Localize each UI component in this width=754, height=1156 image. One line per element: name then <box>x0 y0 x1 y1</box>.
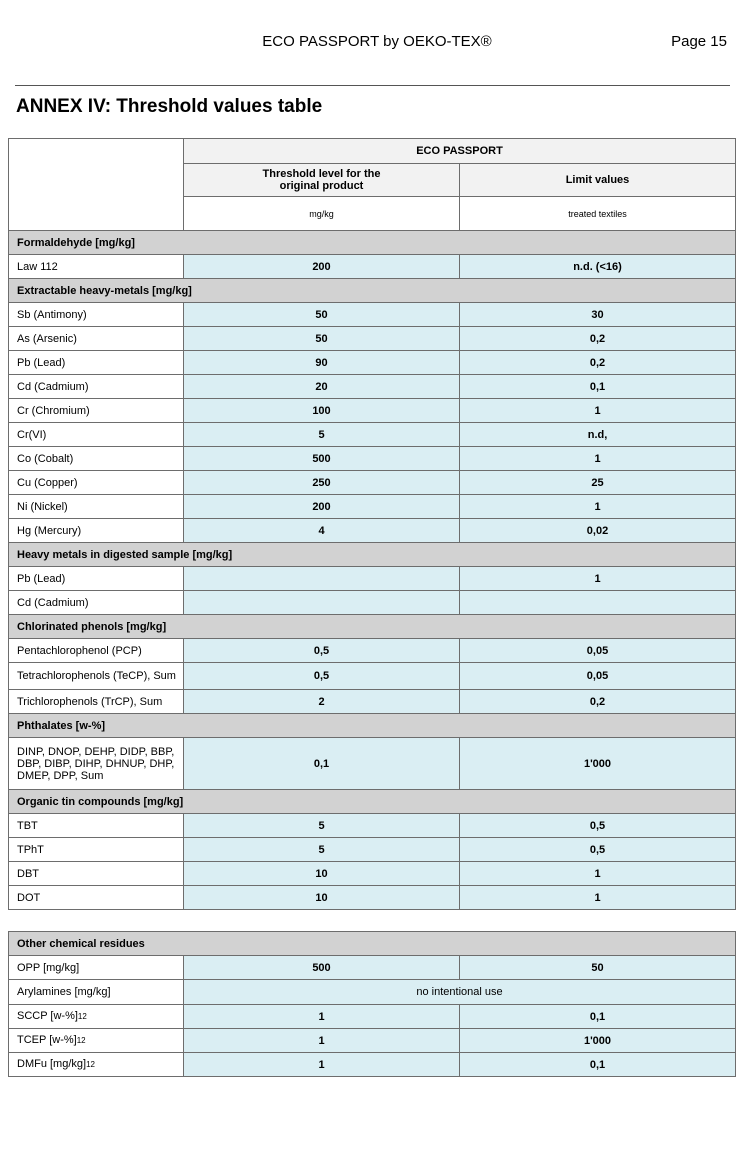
row-label: TBT <box>9 814 184 838</box>
table-row <box>9 591 736 615</box>
table-row <box>9 838 736 862</box>
limit-value: 1 <box>460 862 736 886</box>
row-label: Pentachlorophenol (PCP) <box>9 639 184 663</box>
threshold-column-header: Threshold level for the original product <box>184 164 460 197</box>
row-label: Trichlorophenols (TrCP), Sum <box>9 690 184 714</box>
table-row <box>9 663 736 690</box>
threshold-value-opp: 500 <box>184 956 460 980</box>
limit-value: 0,1 <box>460 375 736 399</box>
limit-value-dmfu: 0,1 <box>460 1053 736 1077</box>
header-rule <box>15 85 730 86</box>
table-row <box>9 351 736 375</box>
threshold-value: 0,5 <box>184 639 460 663</box>
row-label: DBT <box>9 862 184 886</box>
row-label-arylamines: Arylamines [mg/kg] <box>9 980 184 1005</box>
table-row <box>9 639 736 663</box>
limit-value-opp: 50 <box>460 956 736 980</box>
threshold-value: 100 <box>184 399 460 423</box>
threshold-value: 0,5 <box>184 663 460 690</box>
threshold-value: 500 <box>184 447 460 471</box>
row-label: Cd (Cadmium) <box>9 591 184 615</box>
threshold-table <box>8 138 736 910</box>
annex-title: ANNEX IV: Threshold values table <box>16 96 323 117</box>
table-row <box>9 327 736 351</box>
threshold-value: 5 <box>184 838 460 862</box>
threshold-value: 10 <box>184 862 460 886</box>
threshold-value: 50 <box>184 303 460 327</box>
footnote-ref: 12 <box>76 1036 86 1045</box>
limit-value: 0,2 <box>460 327 736 351</box>
threshold-value: 5 <box>184 814 460 838</box>
table-row <box>9 423 736 447</box>
row-label-sccp: SCCP [w-%]12 <box>9 1005 184 1029</box>
threshold-value <box>184 591 460 615</box>
limit-value: 1 <box>460 567 736 591</box>
limit-value: n.d, <box>460 423 736 447</box>
table-row <box>9 862 736 886</box>
threshold-value: 2 <box>184 690 460 714</box>
threshold-value: 90 <box>184 351 460 375</box>
table-row <box>9 375 736 399</box>
table-row <box>9 447 736 471</box>
table-row <box>9 399 736 423</box>
table-row <box>9 471 736 495</box>
row-label: Hg (Mercury) <box>9 519 184 543</box>
threshold-value: 0,1 <box>184 738 460 790</box>
arylamines-merged-value: no intentional use <box>184 980 736 1005</box>
table-row <box>9 814 736 838</box>
row-label: Ni (Nickel) <box>9 495 184 519</box>
limit-value: 1 <box>460 399 736 423</box>
table-row <box>9 738 736 790</box>
threshold-value-sccp: 1 <box>184 1005 460 1029</box>
limit-value: 1 <box>460 886 736 910</box>
row-label: Co (Cobalt) <box>9 447 184 471</box>
threshold-value-tcep: 1 <box>184 1029 460 1053</box>
row-label: Pb (Lead) <box>9 351 184 375</box>
row-label-tcep: TCEP [w-%]12 <box>9 1029 184 1053</box>
section-header: Heavy metals in digested sample [mg/kg] <box>9 543 736 567</box>
row-label: Cd (Cadmium) <box>9 375 184 399</box>
threshold-value: 250 <box>184 471 460 495</box>
threshold-value: 10 <box>184 886 460 910</box>
limit-unit: treated textiles <box>460 197 736 231</box>
row-label: Pb (Lead) <box>9 567 184 591</box>
footnote-ref: 12 <box>77 1012 87 1021</box>
table-row <box>9 886 736 910</box>
table-row <box>9 495 736 519</box>
limit-value: n.d. (<16) <box>460 255 736 279</box>
row-label: Law 112 <box>9 255 184 279</box>
section-header: Extractable heavy-metals [mg/kg] <box>9 279 736 303</box>
section-header: Phthalates [w-%] <box>9 714 736 738</box>
row-label: Cr(VI) <box>9 423 184 447</box>
limit-value: 1'000 <box>460 738 736 790</box>
table-row <box>9 690 736 714</box>
section-header: Organic tin compounds [mg/kg] <box>9 790 736 814</box>
threshold-value: 50 <box>184 327 460 351</box>
threshold-value: 200 <box>184 495 460 519</box>
limit-value: 1 <box>460 447 736 471</box>
header-blank-cell <box>9 139 184 231</box>
table-row <box>9 519 736 543</box>
footnote-ref: 12 <box>86 1060 95 1069</box>
row-label: Cr (Chromium) <box>9 399 184 423</box>
row-label: Sb (Antimony) <box>9 303 184 327</box>
row-label-opp: OPP [mg/kg] <box>9 956 184 980</box>
limit-value: 1 <box>460 495 736 519</box>
row-label: Tetrachlorophenols (TeCP), Sum <box>9 663 184 690</box>
limit-value-sccp: 0,1 <box>460 1005 736 1029</box>
table-row <box>9 255 736 279</box>
section-header: Formaldehyde [mg/kg] <box>9 231 736 255</box>
section-header-other: Other chemical residues <box>9 932 736 956</box>
row-label: TPhT <box>9 838 184 862</box>
limit-value: 30 <box>460 303 736 327</box>
limit-value: 0,2 <box>460 690 736 714</box>
table-row <box>9 303 736 327</box>
row-label: DINP, DNOP, DEHP, DIDP, BBP, DBP, DIBP, DIHP, DHNUP, DHP, DMEP, DPP, Sum <box>9 738 184 790</box>
document-header-title: ECO PASSPORT by OEKO-TEX® <box>262 33 492 50</box>
row-label-dmfu: DMFu [mg/kg]12 <box>9 1053 184 1077</box>
limit-value: 0,02 <box>460 519 736 543</box>
threshold-value <box>184 567 460 591</box>
row-label: Cu (Copper) <box>9 471 184 495</box>
threshold-value-dmfu: 1 <box>184 1053 460 1077</box>
table-row <box>9 567 736 591</box>
row-label: DOT <box>9 886 184 910</box>
section-header: Chlorinated phenols [mg/kg] <box>9 615 736 639</box>
limit-value: 0,05 <box>460 663 736 690</box>
row-label: As (Arsenic) <box>9 327 184 351</box>
other-residues-table <box>8 931 736 1077</box>
eco-passport-header: ECO PASSPORT <box>184 139 736 164</box>
threshold-value: 5 <box>184 423 460 447</box>
limit-value: 25 <box>460 471 736 495</box>
limit-value: 0,2 <box>460 351 736 375</box>
limit-value: 0,5 <box>460 838 736 862</box>
threshold-value: 4 <box>184 519 460 543</box>
limit-value-tcep: 1'000 <box>460 1029 736 1053</box>
limit-value: 0,5 <box>460 814 736 838</box>
limit-values-column-header: Limit values <box>460 164 736 197</box>
threshold-value: 200 <box>184 255 460 279</box>
limit-value: 0,05 <box>460 639 736 663</box>
threshold-unit: mg/kg <box>184 197 460 231</box>
limit-value <box>460 591 736 615</box>
page-number: Page 15 <box>671 33 727 50</box>
threshold-value: 20 <box>184 375 460 399</box>
